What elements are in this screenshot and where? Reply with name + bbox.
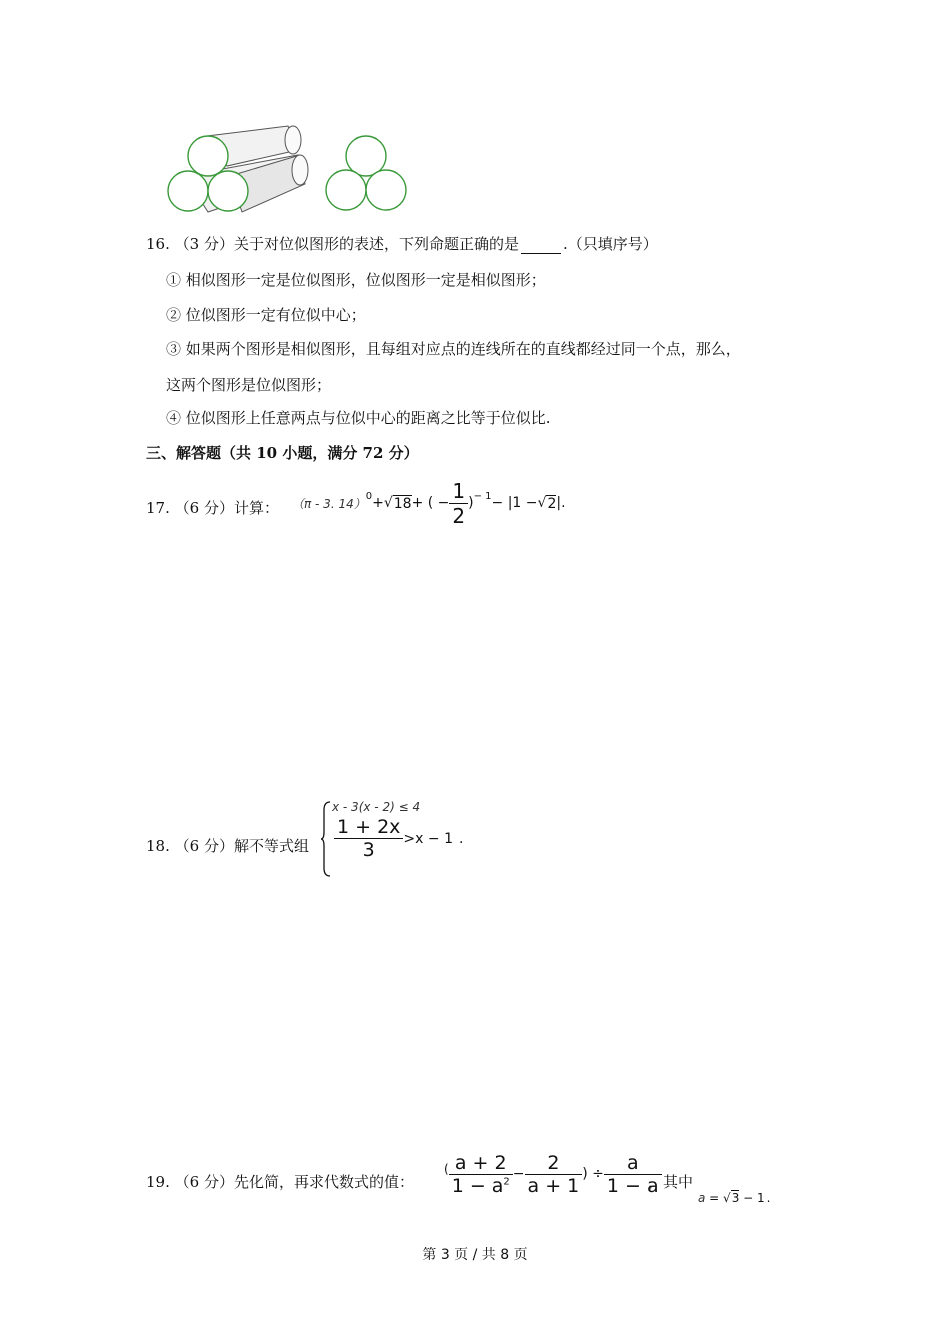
- q16-answer-blank[interactable]: [521, 238, 561, 254]
- q16-option-4: ④ 位似图形上任意两点与位似中心的距离之比等于位似比.: [166, 409, 551, 427]
- q19-cond-tail: − 1: [739, 1191, 765, 1205]
- q19-f2-den: a + 1: [527, 1174, 580, 1197]
- q19-f2-num: 2: [547, 1151, 560, 1174]
- q19-condition: [698, 1190, 771, 1205]
- q19-end: .: [766, 1191, 771, 1205]
- q19-f1-num: a + 2: [454, 1151, 507, 1174]
- question-18: [146, 836, 309, 856]
- q16-option-1: ① 相似图形一定是位似图形，位似图形一定是相似图形；: [166, 271, 546, 289]
- left-brace-icon: [320, 800, 332, 878]
- q17-exp-neg1: − 1: [473, 490, 492, 502]
- q19-paren-open: (: [444, 1162, 449, 1176]
- q16-option-3: ③ 如果两个图形是相似图形，且每组对应点的连线所在的直线都经过同一个点，那么，: [166, 340, 741, 358]
- q17-end: .: [561, 495, 566, 511]
- q18-frac-den: 3: [362, 839, 375, 861]
- q19-div: ) ÷: [582, 1166, 604, 1182]
- q19-cond-eq: =: [705, 1191, 724, 1205]
- q17-half-den: 2: [452, 503, 466, 528]
- q19-cond-sqrt: 3: [731, 1191, 740, 1205]
- q18-inequality-2: [334, 816, 463, 861]
- stacked-pipes-figure: [160, 120, 420, 220]
- q19-cond-var: a: [698, 1191, 706, 1205]
- page-footer: 第 3 页 / 共 8 页: [422, 1247, 528, 1263]
- section-3-heading: 三、解答题（共 10 小题，满分 72 分）: [146, 444, 419, 462]
- q17-stem: 计算：: [233, 499, 279, 517]
- q17-plus: +: [372, 495, 384, 511]
- q19-f1-den: 1 − a: [451, 1174, 504, 1197]
- q17-paren: + ( −: [411, 495, 450, 511]
- q17-abs-open: − |1 −: [491, 495, 538, 511]
- q19-fraction-2: [525, 1152, 583, 1197]
- cross-section-circles: [326, 136, 406, 210]
- q16-option-3-cont: 这两个图形是位似图形；: [166, 376, 332, 394]
- sqrt-icon: √: [383, 495, 393, 511]
- q19-f3-den: 1 − a: [606, 1174, 659, 1197]
- q17-expression: [292, 478, 566, 528]
- q17-points: （6 分）: [174, 499, 234, 517]
- q17-number: 17.: [146, 499, 170, 517]
- q16-stem-tail: .（只填序号）: [562, 235, 658, 253]
- question-17: [146, 498, 279, 518]
- q17-half-num: 1: [452, 478, 466, 503]
- q19-f3-num: a: [626, 1151, 639, 1174]
- q19-minus: −: [512, 1166, 525, 1182]
- q18-stem: 解不等式组: [233, 837, 309, 855]
- q18-inequality-1: x - 3(x - 2) ≤ 4: [332, 800, 421, 814]
- q17-paren-close: ): [468, 495, 474, 511]
- q17-half-fraction: [449, 479, 468, 528]
- q18-number: 18.: [146, 837, 170, 855]
- q16-option-2: ② 位似图形一定有位似中心；: [166, 306, 366, 324]
- q17-exp-zero: 0: [365, 490, 373, 502]
- q18-fraction: [334, 816, 403, 861]
- question-16-stem: [146, 234, 658, 254]
- q18-points: （6 分）: [174, 837, 234, 855]
- q19-fraction-1: [449, 1152, 513, 1197]
- q18-end: .: [458, 830, 464, 847]
- q19-stem: 先化简，再求代数式的值：: [233, 1173, 414, 1191]
- question-19: [146, 1172, 414, 1192]
- q19-points: （6 分）: [174, 1173, 234, 1191]
- q16-number: 16.: [146, 235, 170, 253]
- q19-f1-den-wrap: [449, 1175, 513, 1197]
- q17-pi-term: （π - 3. 14）: [292, 496, 366, 511]
- q16-stem-text: 关于对位似图形的表述，下列命题正确的是: [233, 235, 519, 253]
- q18-rhs: >x − 1: [403, 830, 453, 847]
- q17-sqrt18: 18: [393, 495, 412, 512]
- q19-number: 19.: [146, 1173, 170, 1191]
- q19-expression: [444, 1144, 662, 1204]
- q19-where-label: ，其中: [648, 1173, 694, 1191]
- sqrt-icon: √: [537, 495, 547, 511]
- q17-abs-close: |: [556, 495, 562, 511]
- q17-sqrt2: 2: [547, 495, 557, 512]
- sqrt-icon: √: [723, 1191, 731, 1205]
- q18-frac-num: 1 + 2x: [337, 816, 401, 838]
- q19-f1-den-exp: 2: [503, 1176, 510, 1188]
- q16-points: （3 分）: [174, 235, 234, 253]
